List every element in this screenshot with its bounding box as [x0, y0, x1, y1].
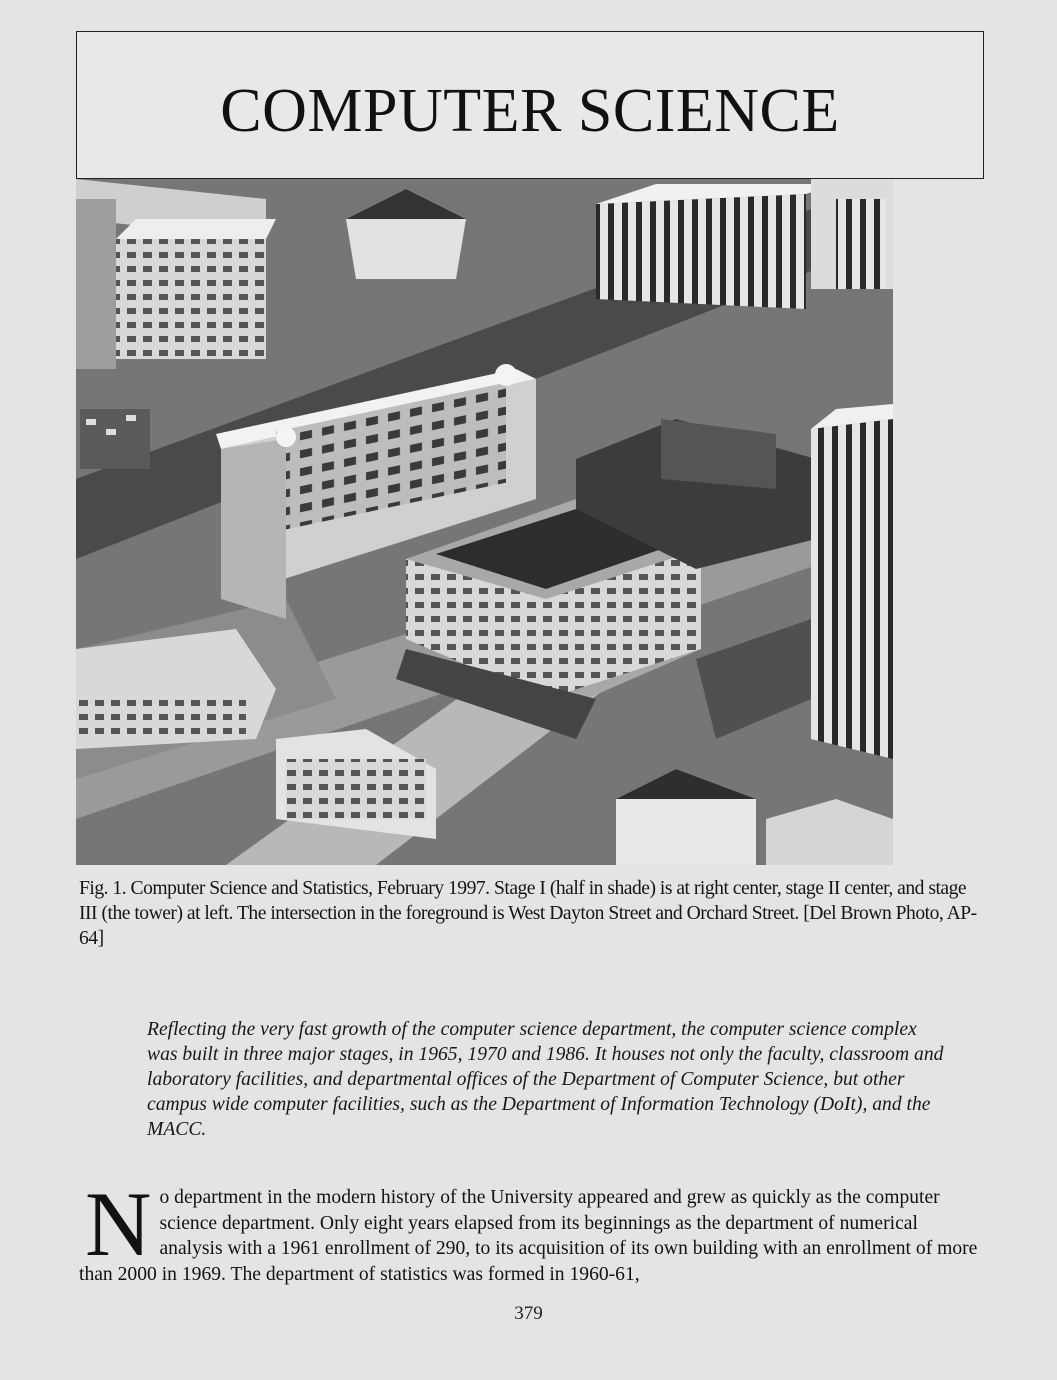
- title-box: [76, 31, 984, 179]
- page-number: 379: [514, 1303, 543, 1324]
- page-title: COMPUTER SCIENCE: [220, 76, 840, 145]
- body-text: o department in the modern history of the University appeared and grew as quickly as the computer science department. Only eight years elapsed from its beginnings as the department of numerical analysis with a 1961 enrollment of 290, to its acquisition of its own building with an enrollment of more than 2000 in 1969. The department of statistics was formed in 1960-61,: [79, 1187, 978, 1285]
- figure-caption: Fig. 1. Computer Science and Statistics, February 1997. Stage I (half in shade) is at right center, stage II center, and stage III (the tower) at left. The intersection in the foreground is West Dayton Street and Orchard Street. [Del Brown Photo, AP-64]: [79, 878, 977, 949]
- aerial-photo: [76, 179, 893, 865]
- drop-cap: N: [85, 1173, 152, 1275]
- body-paragraph: [79, 1173, 981, 1287]
- intro-paragraph: Reflecting the very fast growth of the computer science department, the computer science complex was built in three major stages, in 1965, 1970 and 1986. It houses not only the faculty, classroom and laboratory facilities, and departmental offices of the Department of Computer Science, but other campus wide computer facilities, such as the Department of Information Technology (DoIt), and the MACC.: [147, 1019, 944, 1140]
